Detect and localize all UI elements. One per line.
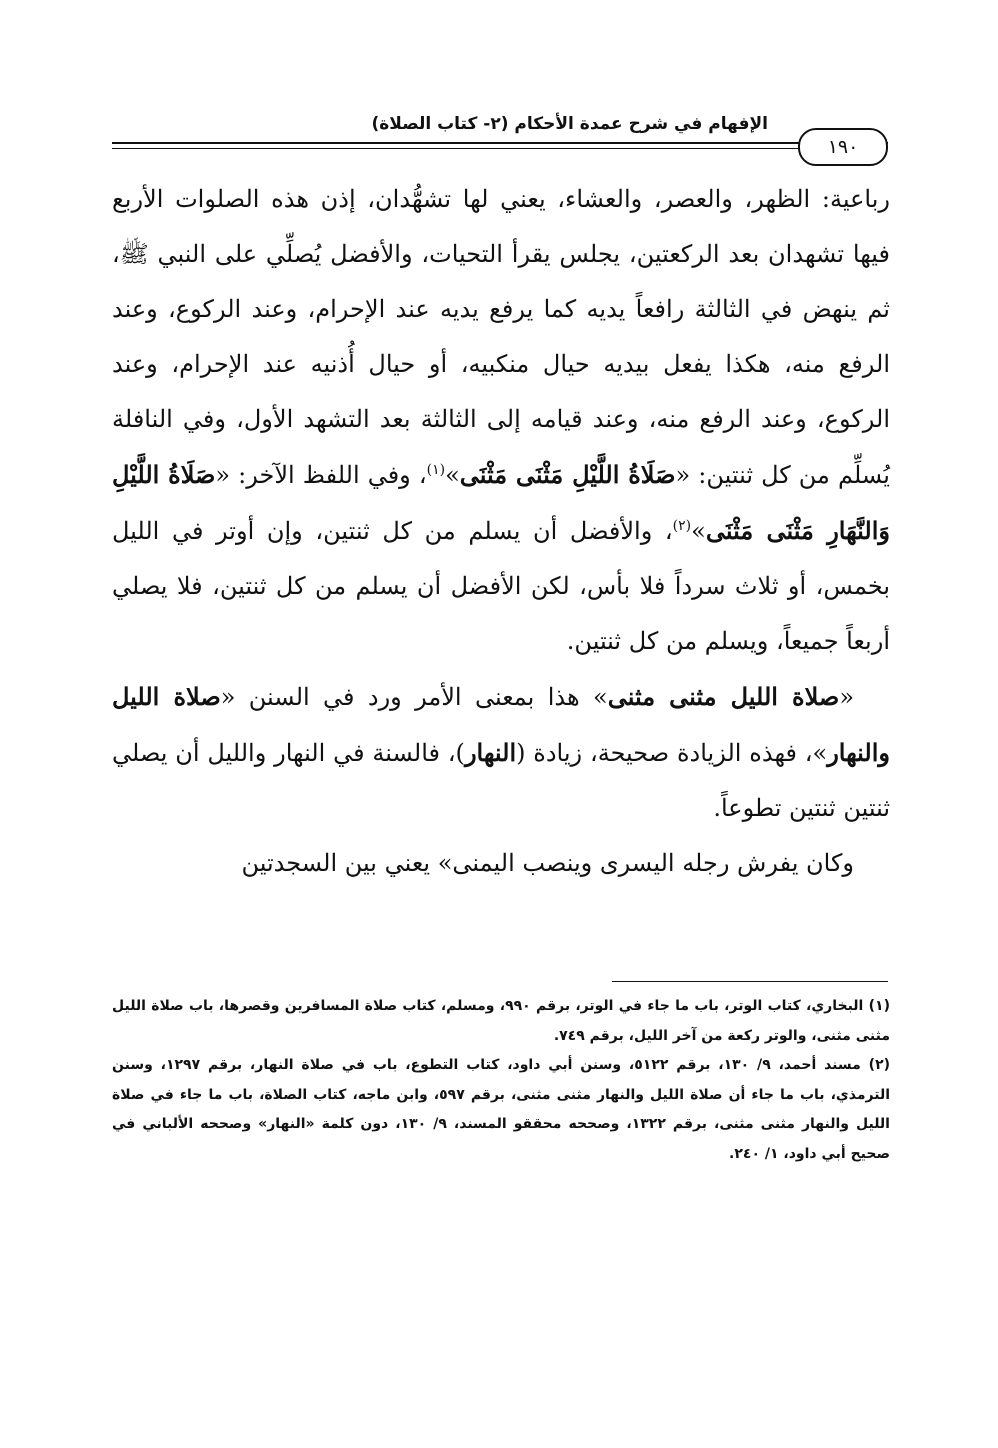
hadith-quote-1: صَلَاةُ اللَّيْلِ مَثْنَى مَثْنَى — [459, 460, 676, 489]
paragraph-3: وكان يفرش رجله اليسرى وينصب اليمنى» يعني بين السجدتين — [241, 849, 854, 877]
page-number: ١٩٠ — [798, 128, 888, 166]
header-rule-thick — [112, 142, 888, 144]
footnote-2: (٢) مسند أحمد، ٩/ ١٣٠، برقم ٥١٢٢، وسنن أبي داود، كتاب التطوع، باب في صلاة النهار، برقم ١٢٩٧، وسنن الترمذي، باب ما جاء أن صلاة الليل والنهار مثنى مثنى، برقم ٥٩٧، وابن ماجه، كتاب الصلاة، باب ما جاء في صلاة الليل والنهار مثنى مثنى، برقم ١٣٢٢، وصححه محققو المسند، ٩/ ١٣٠، دون كلمة «النهار» وصححه الألباني في صحيح أبي داود، ١/ ٢٤٠. — [112, 1057, 891, 1162]
header-rule-thin — [112, 148, 888, 149]
hadith-quote-2: صَلَاةُ اللَّيْلِ وَالنَّهَارِ مَثْنَى مَثْنَى — [112, 460, 890, 545]
p1-text-c: ، والأفضل أن يسلم من كل ثنتين، وإن أوتر في الليل بخمس، أو ثلاث سرداً فلا بأس، لكن الأفضل أن يسلم من كل ثنتين، فلا يصلي أربعاً جميعاً، ويسلم من كل ثنتين. — [112, 517, 890, 655]
p2-text-c: )، فالسنة في النهار والليل أن يصلي ثنتين ثنتين تطوعاً. — [112, 739, 890, 822]
running-title: الإفهام في شرح عمدة الأحكام (٢- كتاب الصلاة) — [371, 114, 768, 134]
footnotes — [112, 992, 890, 1169]
page-header — [112, 108, 888, 168]
footnote-1: (١) البخاري، كتاب الوتر، باب ما جاء في الوتر، برقم ٩٩٠، ومسلم، كتاب صلاة المسافرين وقصرها، باب صلاة الليل مثنى مثنى، والوتر ركعة من آخر الليل، برقم ٧٤٩. — [112, 998, 890, 1044]
footnote-ref-1: (١) — [426, 462, 446, 478]
paragraph-2: «صلاة الليل مثنى مثنى» هذا بمعنى الأمر ورد في السنن «صلاة الليل والنهار»، فهذه الزيادة صحيحة، زيادة (النهار)، فالسنة في النهار والليل أن يصلي ثنتين ثنتين تطوعاً. — [112, 682, 890, 822]
quote-salat-layl: صلاة الليل مثنى مثنى — [607, 682, 840, 711]
footnote-separator — [612, 981, 888, 982]
quote-salat-layl-nahar: صلاة الليل والنهار — [112, 682, 890, 767]
footnote-ref-2: (٢) — [672, 518, 692, 534]
paragraph-1: رباعية: الظهر، والعصر، والعشاء، يعني لها تشهُّدان، إذن هذه الصلوات الأربع فيها تشهدان بعد الركعتين، يجلس يقرأ التحيات، والأفضل يُصلِّي على النبي ﷺ، ثم ينهض في الثالثة رافعاً يديه كما يرفع يديه عند الإحرام، وعند الركوع، وعند الرفع منه، هكذا يفعل بيديه حيال منكبيه، أو حيال أُذنيه عند الإحرام، وعند الركوع، وعند الرفع منه، وعند قيامه إلى الثالثة بعد التشهد الأول، وفي النافلة يُسلِّم من كل ثنتين: «صَلَاةُ اللَّيْلِ مَثْنَى مَثْنَى»$^{(١)}$، وفي اللفظ الآخر: «صَلَاةُ اللَّيْلِ وَالنَّهَارِ مَثْنَى مَثْنَى»$^{(٢)}$، والأفضل أن يسلم من كل ثنتين، وإن أوتر في الليل بخمس، أو ثلاث سرداً فلا بأس، لكن الأفضل أن يسلم من كل ثنتين، فلا يصلي أربعاً جميعاً، ويسلم من كل ثنتين. — [112, 185, 890, 655]
p2-text-b: »، فهذه الزيادة صحيحة، زيادة ( — [516, 739, 828, 767]
main-text — [112, 172, 890, 891]
quote-nahar: النهار — [464, 738, 517, 767]
p1-text-b: ، وفي اللفظ الآخر: « — [215, 461, 427, 489]
p1-text-a: رباعية: الظهر، والعصر، والعشاء، يعني لها تشهُّدان، إذن هذه الصلوات الأربع فيها تشهدان بعد الركعتين، يجلس يقرأ التحيات، والأفضل يُصلِّي على النبي ﷺ، ثم ينهض في الثالثة رافعاً يديه كما يرفع يديه عند الإحرام، وعند الركوع، وعند الرفع منه، هكذا يفعل بيديه حيال منكبيه، أو حيال أُذنيه عند الإحرام، وعند الركوع، وعند الرفع منه، وعند قيامه إلى الثالثة بعد التشهد الأول، وفي النافلة يُسلِّم من كل ثنتين: « — [112, 185, 890, 489]
p2-text-a: » هذا بمعنى الأمر ورد في السنن « — [220, 683, 608, 711]
